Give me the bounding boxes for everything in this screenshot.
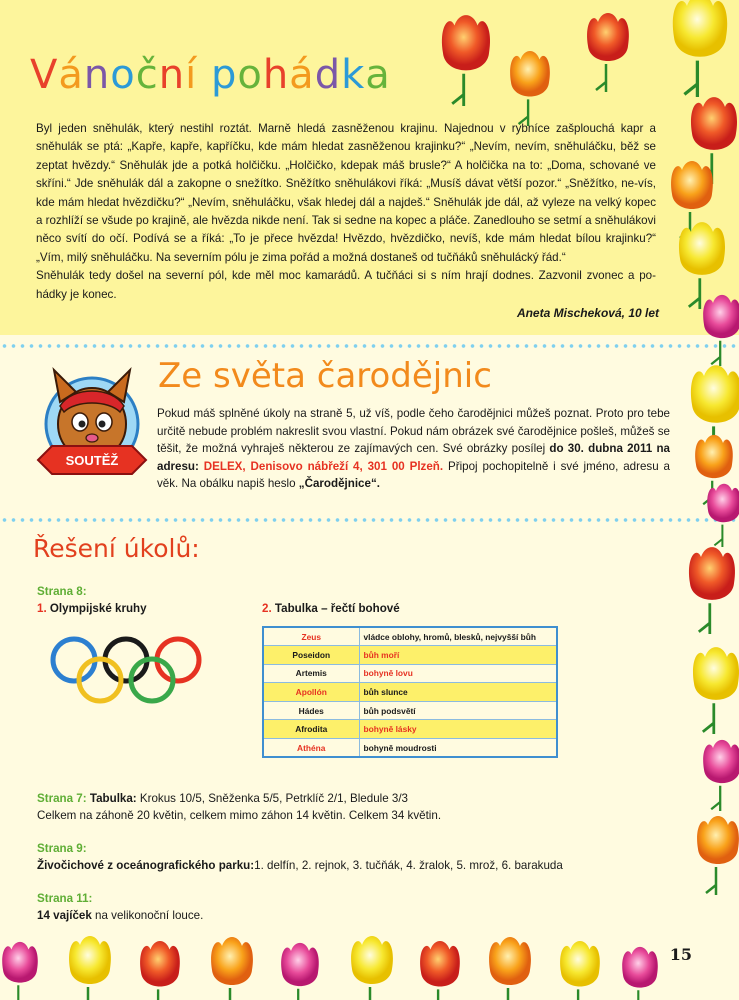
god-description: bohyně lovu xyxy=(359,664,557,683)
table-row xyxy=(263,683,557,702)
task1-label: Olympijské kruhy xyxy=(49,602,147,615)
table-row xyxy=(263,720,557,739)
title-letter: h xyxy=(262,52,290,98)
task1-number: 1. xyxy=(37,602,47,615)
god-description: bůh slunce xyxy=(359,683,557,702)
contest-deadline: do 30. dubna 2011 na adresu: xyxy=(157,442,670,473)
table-row xyxy=(263,664,557,683)
title-letter: d xyxy=(314,52,342,98)
god-name: Poseidon xyxy=(263,646,359,665)
page9-heading: Strana 9: xyxy=(37,842,87,855)
god-name: Zeus xyxy=(263,627,359,646)
title-letter: č xyxy=(135,52,159,98)
solutions-title: Řešení úkolů: xyxy=(33,534,200,563)
table-row xyxy=(263,701,557,720)
contest-title: Ze světa čarodějnic xyxy=(158,356,492,396)
god-name: Hádes xyxy=(263,701,359,720)
story-title xyxy=(30,52,391,98)
page7-label: Tabulka: xyxy=(89,792,137,805)
story-author: Aneta Mischeková, 10 let xyxy=(516,306,659,320)
olympic-rings-icon xyxy=(46,634,206,704)
page7-line2: Celkem na záhoně 20 květin, celkem mimo záhon 14 květin. Celkem 34 květin. xyxy=(37,809,442,822)
title-letter: á xyxy=(289,52,315,98)
page9-values: 1. delfín, 2. rejnok, 3. tučňák, 4. žralok, 5. mrož, 6. barakuda xyxy=(254,859,563,872)
title-letter xyxy=(197,52,211,98)
god-name: Apollón xyxy=(263,683,359,702)
title-letter: í xyxy=(185,52,198,98)
god-description: bůh moří xyxy=(359,646,557,665)
page11-values: na velikonoční louce. xyxy=(91,909,204,922)
task1-heading xyxy=(37,600,147,618)
task2-heading xyxy=(262,600,400,618)
story-paragraph: Byl jeden sněhulák, který nestihl roztát. Marně hledá zasněženou krajinu. Najednou v rybníce zašplouchá kapr a sněhulák se ptá: „Kapře, kapře, kapříčku, kde mám hledat zasněženou krajinku?“ „Nevím, nevím, sněhuláčku, běž se zeptat hvězdy.“ Sněhulák jde a potká holčičku. „Holčičko, kdepak máš brusle?“ A holčička na to: „Doma, schované ve skříni.“ Jde sněhulák dál a zakopne o snežítko. Sněžítko sněhulákovi říká: „Musíš dávat větší pozor.“ „Sněžítko, ne-vís, kde mám hledat hvězdičku?“ „Nevím, sněhuláčku, však hledej dál a najdeš.“ Sněhulák jde dál, až vyleze na velký kopec a rozhlíží se všude po krajině, ale hvězda nikde není. Tak si sedne na kopec a pláče. Zanedlouho se setmí a sněhulákovi něco svítí do očí. Podívá se a říká: „To je přece hvězda! Hvězdo, hvězdičko, nevíš, kde mám hledat bílou krajinku?“ „Vím, milý sněhuláčku. Na severním pólu je zima pořád a možná dostaneš od tučňáků sněhulácký řád.“ xyxy=(36,122,656,264)
page11-heading: Strana 11: xyxy=(37,892,93,905)
title-letter: á xyxy=(58,52,84,98)
table-row xyxy=(263,646,557,665)
page-number: 15 xyxy=(669,945,692,964)
story-text xyxy=(36,120,656,304)
page9-line xyxy=(37,857,563,875)
contest-text-part: Připoj pochopitelně i své jméno, adresu a věk. Na obálku napiš heslo xyxy=(157,459,670,491)
god-description: bůh podsvětí xyxy=(359,701,557,720)
title-letter: a xyxy=(365,52,391,98)
god-name: Artemis xyxy=(263,664,359,683)
title-letter: n xyxy=(83,52,111,98)
title-letter: o xyxy=(237,52,263,98)
contest-text xyxy=(157,405,670,493)
contest-address: DELEX, Denisovo nábřeží 4, 301 00 Plzeň. xyxy=(203,459,444,473)
story-paragraph: Sněhulák tedy došel na severní pól, kde měl moc kamarádů. A tučňáci si s ním hrají dodnes. Zazvonil zvonec a po-hádky je konec. xyxy=(36,269,656,301)
task2-label: Tabulka – řečtí bohové xyxy=(274,602,400,615)
task2-number: 2. xyxy=(262,602,272,615)
page8-heading: Strana 8: xyxy=(37,585,87,598)
page11-line xyxy=(37,907,203,925)
squirrel-badge xyxy=(32,362,152,482)
god-description: vládce oblohy, hromů, blesků, nejvyšší bůh xyxy=(359,627,557,646)
title-letter: o xyxy=(110,52,136,98)
god-name: Athéna xyxy=(263,739,359,758)
page7-line1 xyxy=(37,790,408,808)
god-name: Afrodita xyxy=(263,720,359,739)
god-description: bohyně lásky xyxy=(359,720,557,739)
page7-values: Krokus 10/5, Sněženka 5/5, Petrklíč 2/1, Bledule 3/3 xyxy=(136,792,408,805)
badge-label: SOUTĚŽ xyxy=(65,453,119,468)
greek-gods-table xyxy=(262,626,558,758)
title-letter: V xyxy=(30,52,59,98)
title-letter: k xyxy=(341,52,366,98)
contest-text-part: Pokud máš splněné úkoly na straně 5, už víš, podle čeho čarodějnici můžeš poznat. Proto pro tebe určitě nebude problém nakreslit svou vlastní. Pokud nám obrázek své čarodějnice pošleš, můžeš se těšit, že možná vyhraješ některou ze zajímavých cen. Své obrázky posílej xyxy=(157,407,670,456)
page9-label: Živočichové z oceánografického parku: xyxy=(37,859,255,872)
page7-heading: Strana 7: xyxy=(37,792,87,805)
god-description: bohyně moudrosti xyxy=(363,742,437,753)
title-letter: n xyxy=(158,52,186,98)
table-row xyxy=(263,739,557,758)
title-letter: p xyxy=(210,52,238,98)
contest-keyword: „Čarodějnice“. xyxy=(298,477,380,491)
table-row xyxy=(263,627,557,646)
page11-label: 14 vajíček xyxy=(37,909,92,922)
